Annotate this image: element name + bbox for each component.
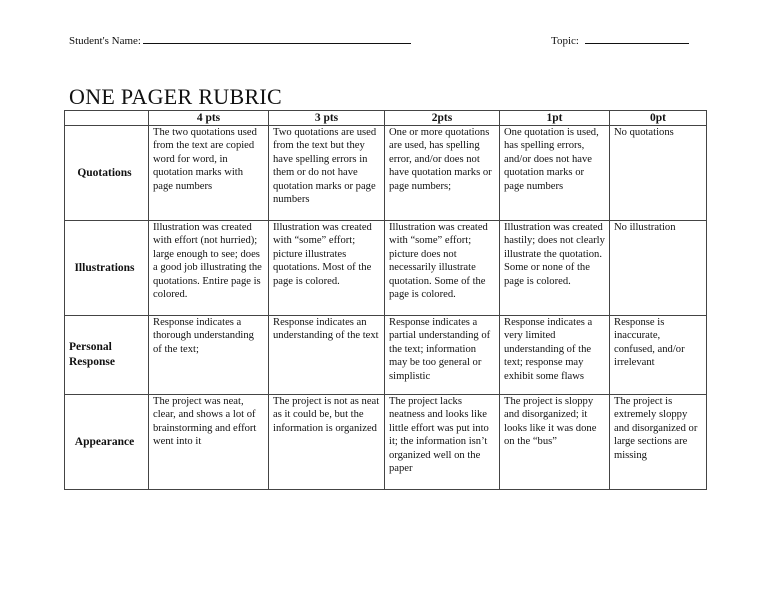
table-cell: Two quotations are used from the text but they have spelling errors in them or do not have quotation marks or page numbers [269,126,385,221]
table-cell: The project is not as neat as it could be, but the information is organized [269,395,385,490]
criterion-appearance: Appearance [65,395,149,490]
table-cell: One quotation is used, has spelling errors, and/or does not have quotation marks or page numbers [500,126,610,221]
table-row [65,316,707,395]
header-2pts: 2pts [385,111,500,126]
table-cell: One or more quotations are used, has spelling error, and/or does not have quotation marks or page numbers; [385,126,500,221]
table-row [65,395,707,490]
table-cell: The project was neat, clear, and shows a lot of brainstorming and effort went into it [149,395,269,490]
student-name-field [69,34,411,47]
header-3pts: 3 pts [269,111,385,126]
table-cell: Illustration was created with “some” effort; picture does not necessarily illustrate quotation. Some of the page is colored. [385,221,500,316]
topic-blank-line [585,34,689,44]
criterion-personal-response: Personal Response [65,316,149,395]
page-title: ONE PAGER RUBRIC [69,84,283,109]
topic-field [551,34,689,47]
header-0pt: 0pt [610,111,707,126]
rubric-table [64,110,707,490]
table-cell: Response is inaccurate, confused, and/or irrelevant [610,316,707,395]
table-cell: The project is extremely sloppy and disorganized or large sections are missing [610,395,707,490]
table-cell: No illustration [610,221,707,316]
table-cell: Response indicates a partial understanding of the text; information may be too general or simplistic [385,316,500,395]
table-cell: The project is sloppy and disorganized; it looks like it was done on the “bus” [500,395,610,490]
table-cell: Response indicates a thorough understanding of the text; [149,316,269,395]
header-1pt: 1pt [500,111,610,126]
topic-label: Topic: [551,35,579,47]
header-corner-cell [65,111,149,126]
table-row [65,221,707,316]
table-cell: Illustration was created with effort (not hurried); large enough to see; does a good job illustrating the quotations. Entire page is colored. [149,221,269,316]
criterion-quotations: Quotations [65,126,149,221]
student-name-label: Student's Name: [69,35,141,47]
header-4pts: 4 pts [149,111,269,126]
table-row [65,126,707,221]
student-name-blank-line [143,34,411,44]
table-cell: The project lacks neatness and looks like little effort was put into it; the information isn’t organized well on the paper [385,395,500,490]
table-cell: No quotations [610,126,707,221]
criterion-illustrations: Illustrations [65,221,149,316]
table-cell: Illustration was created with “some” effort; picture illustrates quotations. Most of the page is colored. [269,221,385,316]
table-cell: Illustration was created hastily; does not clearly illustrate the quotation. Some or none of the page is colored. [500,221,610,316]
table-cell: Response indicates an understanding of the text [269,316,385,395]
table-header-row [65,111,707,126]
table-cell: Response indicates a very limited understanding of the text; response may exhibit some flaws [500,316,610,395]
table-cell: The two quotations used from the text are copied word for word, in quotation marks with page numbers [149,126,269,221]
